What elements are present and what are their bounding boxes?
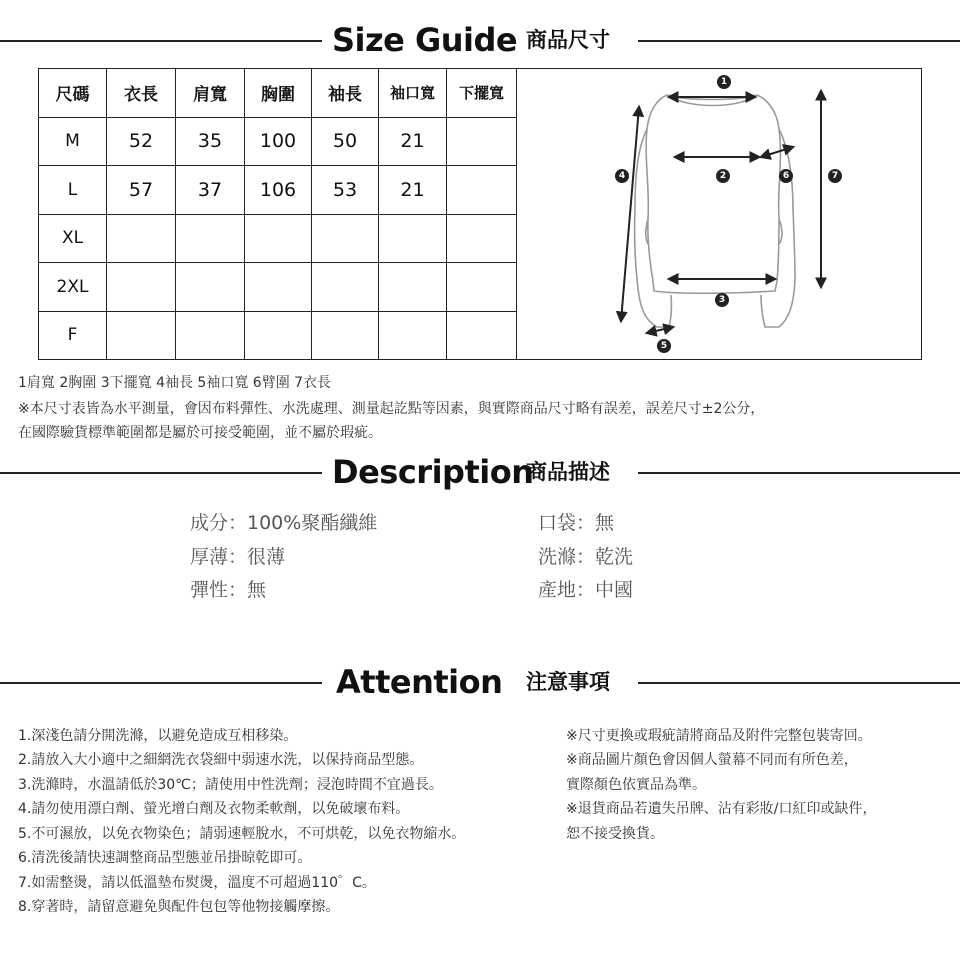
size-guide-heading	[0, 20, 960, 60]
description-item: 產地：中國	[538, 579, 634, 601]
diagram-marker-2: 2	[716, 169, 730, 183]
table-cell: 35	[176, 117, 245, 166]
table-cell	[312, 311, 379, 360]
measurement-note-line-1: ※本尺寸表皆為水平測量，會因布料彈性、水洗處理、測量起訖點等因素，與實際商品尺寸略有誤差，誤差尺寸±2公分，	[18, 401, 765, 417]
measurement-diagram	[516, 68, 922, 360]
table-cell	[107, 311, 176, 360]
heading-rule-left	[0, 682, 322, 684]
description-item: 彈性：無	[190, 579, 267, 601]
attention-note: ※尺寸更換或瑕疵請將商品及附件完整包裝寄回。	[566, 728, 872, 744]
table-cell	[447, 214, 517, 263]
table-cell	[447, 311, 517, 360]
attention-item: 1.深淺色請分開洗滌，以避免造成互相移染。	[18, 728, 298, 744]
table-cell	[447, 166, 517, 215]
header-cell: 袖長	[312, 69, 379, 118]
description-item: 洗滌：乾洗	[538, 546, 634, 568]
attention-note: 實際顏色依實品為準。	[566, 777, 706, 793]
measurement-note-line-2: 在國際驗貨標準範圍都是屬於可接受範圍，並不屬於瑕疵。	[18, 425, 382, 441]
diagram-marker-6: 6	[779, 169, 793, 183]
attention-note: ※商品圖片顏色會因個人螢幕不同而有所色差，	[566, 752, 858, 768]
table-cell	[312, 214, 379, 263]
heading-rule-right	[638, 472, 960, 474]
table-cell: 50	[312, 117, 379, 166]
measurement-legend: 1肩寬 2胸圍 3下擺寬 4袖長 5袖口寬 6臂圍 7衣長	[18, 375, 332, 391]
size-cell: L	[39, 166, 107, 215]
table-cell	[447, 263, 517, 312]
table-cell: 37	[176, 166, 245, 215]
attention-title-en: Attention	[336, 663, 503, 701]
header-cell: 尺碼	[39, 69, 107, 118]
attention-item: 8.穿著時，請留意避免與配件包包等他物接觸摩擦。	[18, 899, 340, 915]
heading-rule-right	[638, 40, 960, 42]
size-guide-title-zh: 商品尺寸	[526, 28, 610, 52]
attention-note: ※退貨商品若遺失吊牌、沾有彩妝/口紅印或缺件，	[566, 801, 877, 817]
diagram-marker-3: 3	[715, 293, 729, 307]
heading-rule-left	[0, 472, 322, 474]
table-cell: 21	[379, 117, 447, 166]
diagram-marker-5: 5	[657, 339, 671, 353]
size-cell: M	[39, 117, 107, 166]
attention-note: 恕不接受換貨。	[566, 826, 664, 842]
table-cell	[245, 214, 312, 263]
table-row	[39, 117, 517, 166]
attention-item: 7.如需整燙，請以低溫墊布熨燙，溫度不可超過110゜C。	[18, 875, 376, 891]
description-heading	[0, 452, 960, 492]
table-cell: 21	[379, 166, 447, 215]
table-cell: 106	[245, 166, 312, 215]
table-cell	[176, 311, 245, 360]
table-row	[39, 166, 517, 215]
attention-heading	[0, 662, 960, 702]
size-cell: 2XL	[39, 263, 107, 312]
description-item: 口袋：無	[538, 512, 615, 534]
table-cell: 57	[107, 166, 176, 215]
attention-item: 3.洗滌時，水溫請低於30℃；請使用中性洗劑；浸泡時間不宜過長。	[18, 777, 443, 793]
size-cell: F	[39, 311, 107, 360]
table-row	[39, 263, 517, 312]
description-title-en: Description	[332, 453, 534, 491]
attention-item: 6.清洗後請快速調整商品型態並吊掛晾乾即可。	[18, 850, 312, 866]
header-cell: 下擺寬	[447, 69, 517, 118]
garment-sketch-icon	[517, 69, 920, 358]
diagram-marker-1: 1	[717, 75, 731, 89]
table-header-row	[39, 69, 517, 118]
size-guide-title-en: Size Guide	[332, 21, 518, 59]
diagram-marker-7: 7	[828, 169, 842, 183]
table-cell	[107, 263, 176, 312]
header-cell: 衣長	[107, 69, 176, 118]
table-row	[39, 214, 517, 263]
table-cell	[245, 311, 312, 360]
attention-title-zh: 注意事項	[526, 670, 610, 694]
attention-item: 5.不可濕放，以免衣物染色；請弱速輕脫水，不可烘乾，以免衣物縮水。	[18, 826, 466, 842]
table-cell: 53	[312, 166, 379, 215]
size-table	[38, 68, 517, 360]
header-cell: 袖口寬	[379, 69, 447, 118]
heading-rule-right	[638, 682, 960, 684]
table-cell	[447, 117, 517, 166]
size-cell: XL	[39, 214, 107, 263]
diagram-marker-4: 4	[615, 169, 629, 183]
table-cell	[176, 214, 245, 263]
table-cell: 100	[245, 117, 312, 166]
description-title-zh: 商品描述	[526, 460, 610, 484]
table-cell	[312, 263, 379, 312]
description-item: 厚薄：很薄	[190, 546, 286, 568]
table-cell	[379, 263, 447, 312]
header-cell: 胸圍	[245, 69, 312, 118]
heading-rule-left	[0, 40, 322, 42]
table-cell	[379, 214, 447, 263]
table-cell	[379, 311, 447, 360]
table-row	[39, 311, 517, 360]
table-cell	[176, 263, 245, 312]
attention-item: 2.請放入大小適中之細網洗衣袋細中弱速水洗，以保持商品型態。	[18, 752, 424, 768]
table-cell	[245, 263, 312, 312]
description-item: 成分：100%聚酯纖維	[190, 512, 378, 534]
attention-item: 4.請勿使用漂白劑、螢光增白劑及衣物柔軟劑，以免破壞布料。	[18, 801, 410, 817]
header-cell: 肩寬	[176, 69, 245, 118]
table-cell: 52	[107, 117, 176, 166]
table-cell	[107, 214, 176, 263]
